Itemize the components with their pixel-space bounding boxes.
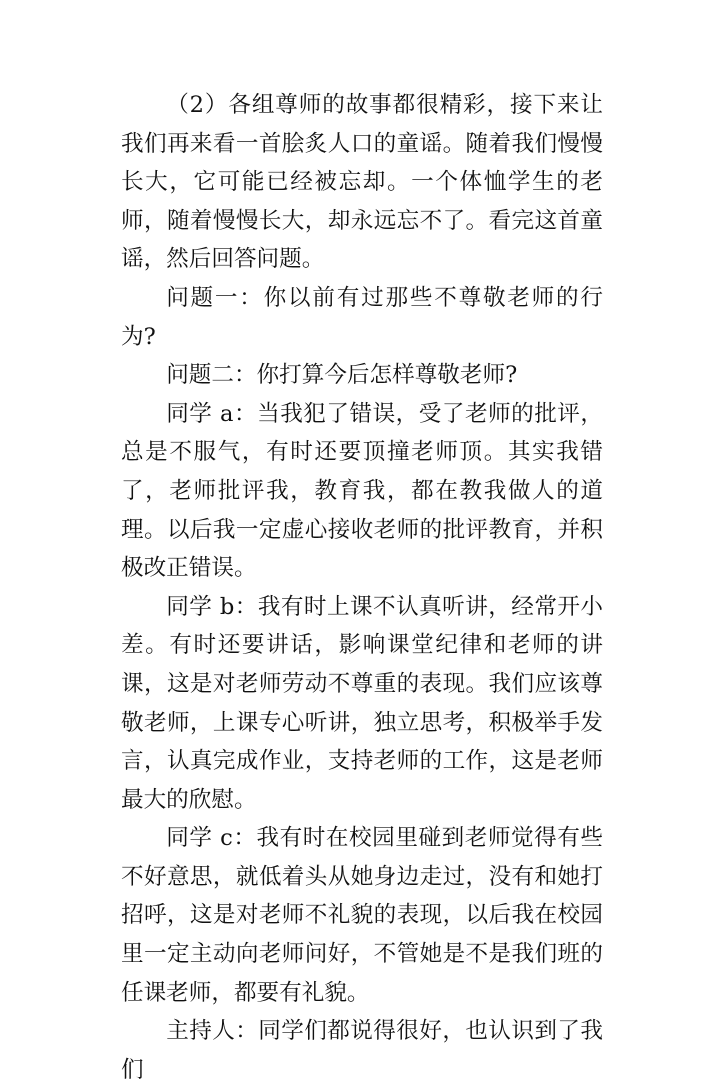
paragraph-intro: （2）各组尊师的故事都很精彩，接下来让我们再来看一首脍炙人口的童谣。随着我们慢慢长大，它可能已经被忘却。一个体恤学生的老师，随着慢慢长大，却永远忘不了。看完这首童谣，然后回答问题。 — [121, 92, 603, 273]
paragraph-student-c: 同学 c：我有时在校园里碰到老师觉得有些不好意思，就低着头从她身边走过，没有和她打招呼，这是对老师不礼貌的表现，以后我在校园里一定主动向老师问好，不管她是不是我们班的任课老师，都要有礼貌。 — [121, 825, 603, 1006]
paragraph-question-one: 问题一：你以前有过那些不尊敬老师的行为? — [121, 284, 603, 350]
paragraph-student-b: 同学 b：我有时上课不认真听讲，经常开小差。有时还要讲话，影响课堂纪律和老师的讲课，这是对老师劳动不尊重的表现。我们应该尊敬老师，上课专心听讲，独立思考，积极举手发言，认真完成作业，支持老师的工作，这是老师最大的欣慰。 — [121, 593, 603, 813]
paragraph-question-two: 问题二：你打算今后怎样尊敬老师? — [166, 362, 518, 389]
paragraph-host: 主持人：同学们都说得很好，也认识到了我们 — [121, 1018, 603, 1083]
paragraph-student-a: 同学 a：当我犯了错误，受了老师的批评，总是不服气，有时还要顶撞老师顶。其实我错了，老师批评我，教育我，都在教我做人的道理。以后我一定虚心接收老师的批评教育，并积极改正错误。 — [121, 400, 603, 582]
document-body — [121, 86, 603, 1089]
